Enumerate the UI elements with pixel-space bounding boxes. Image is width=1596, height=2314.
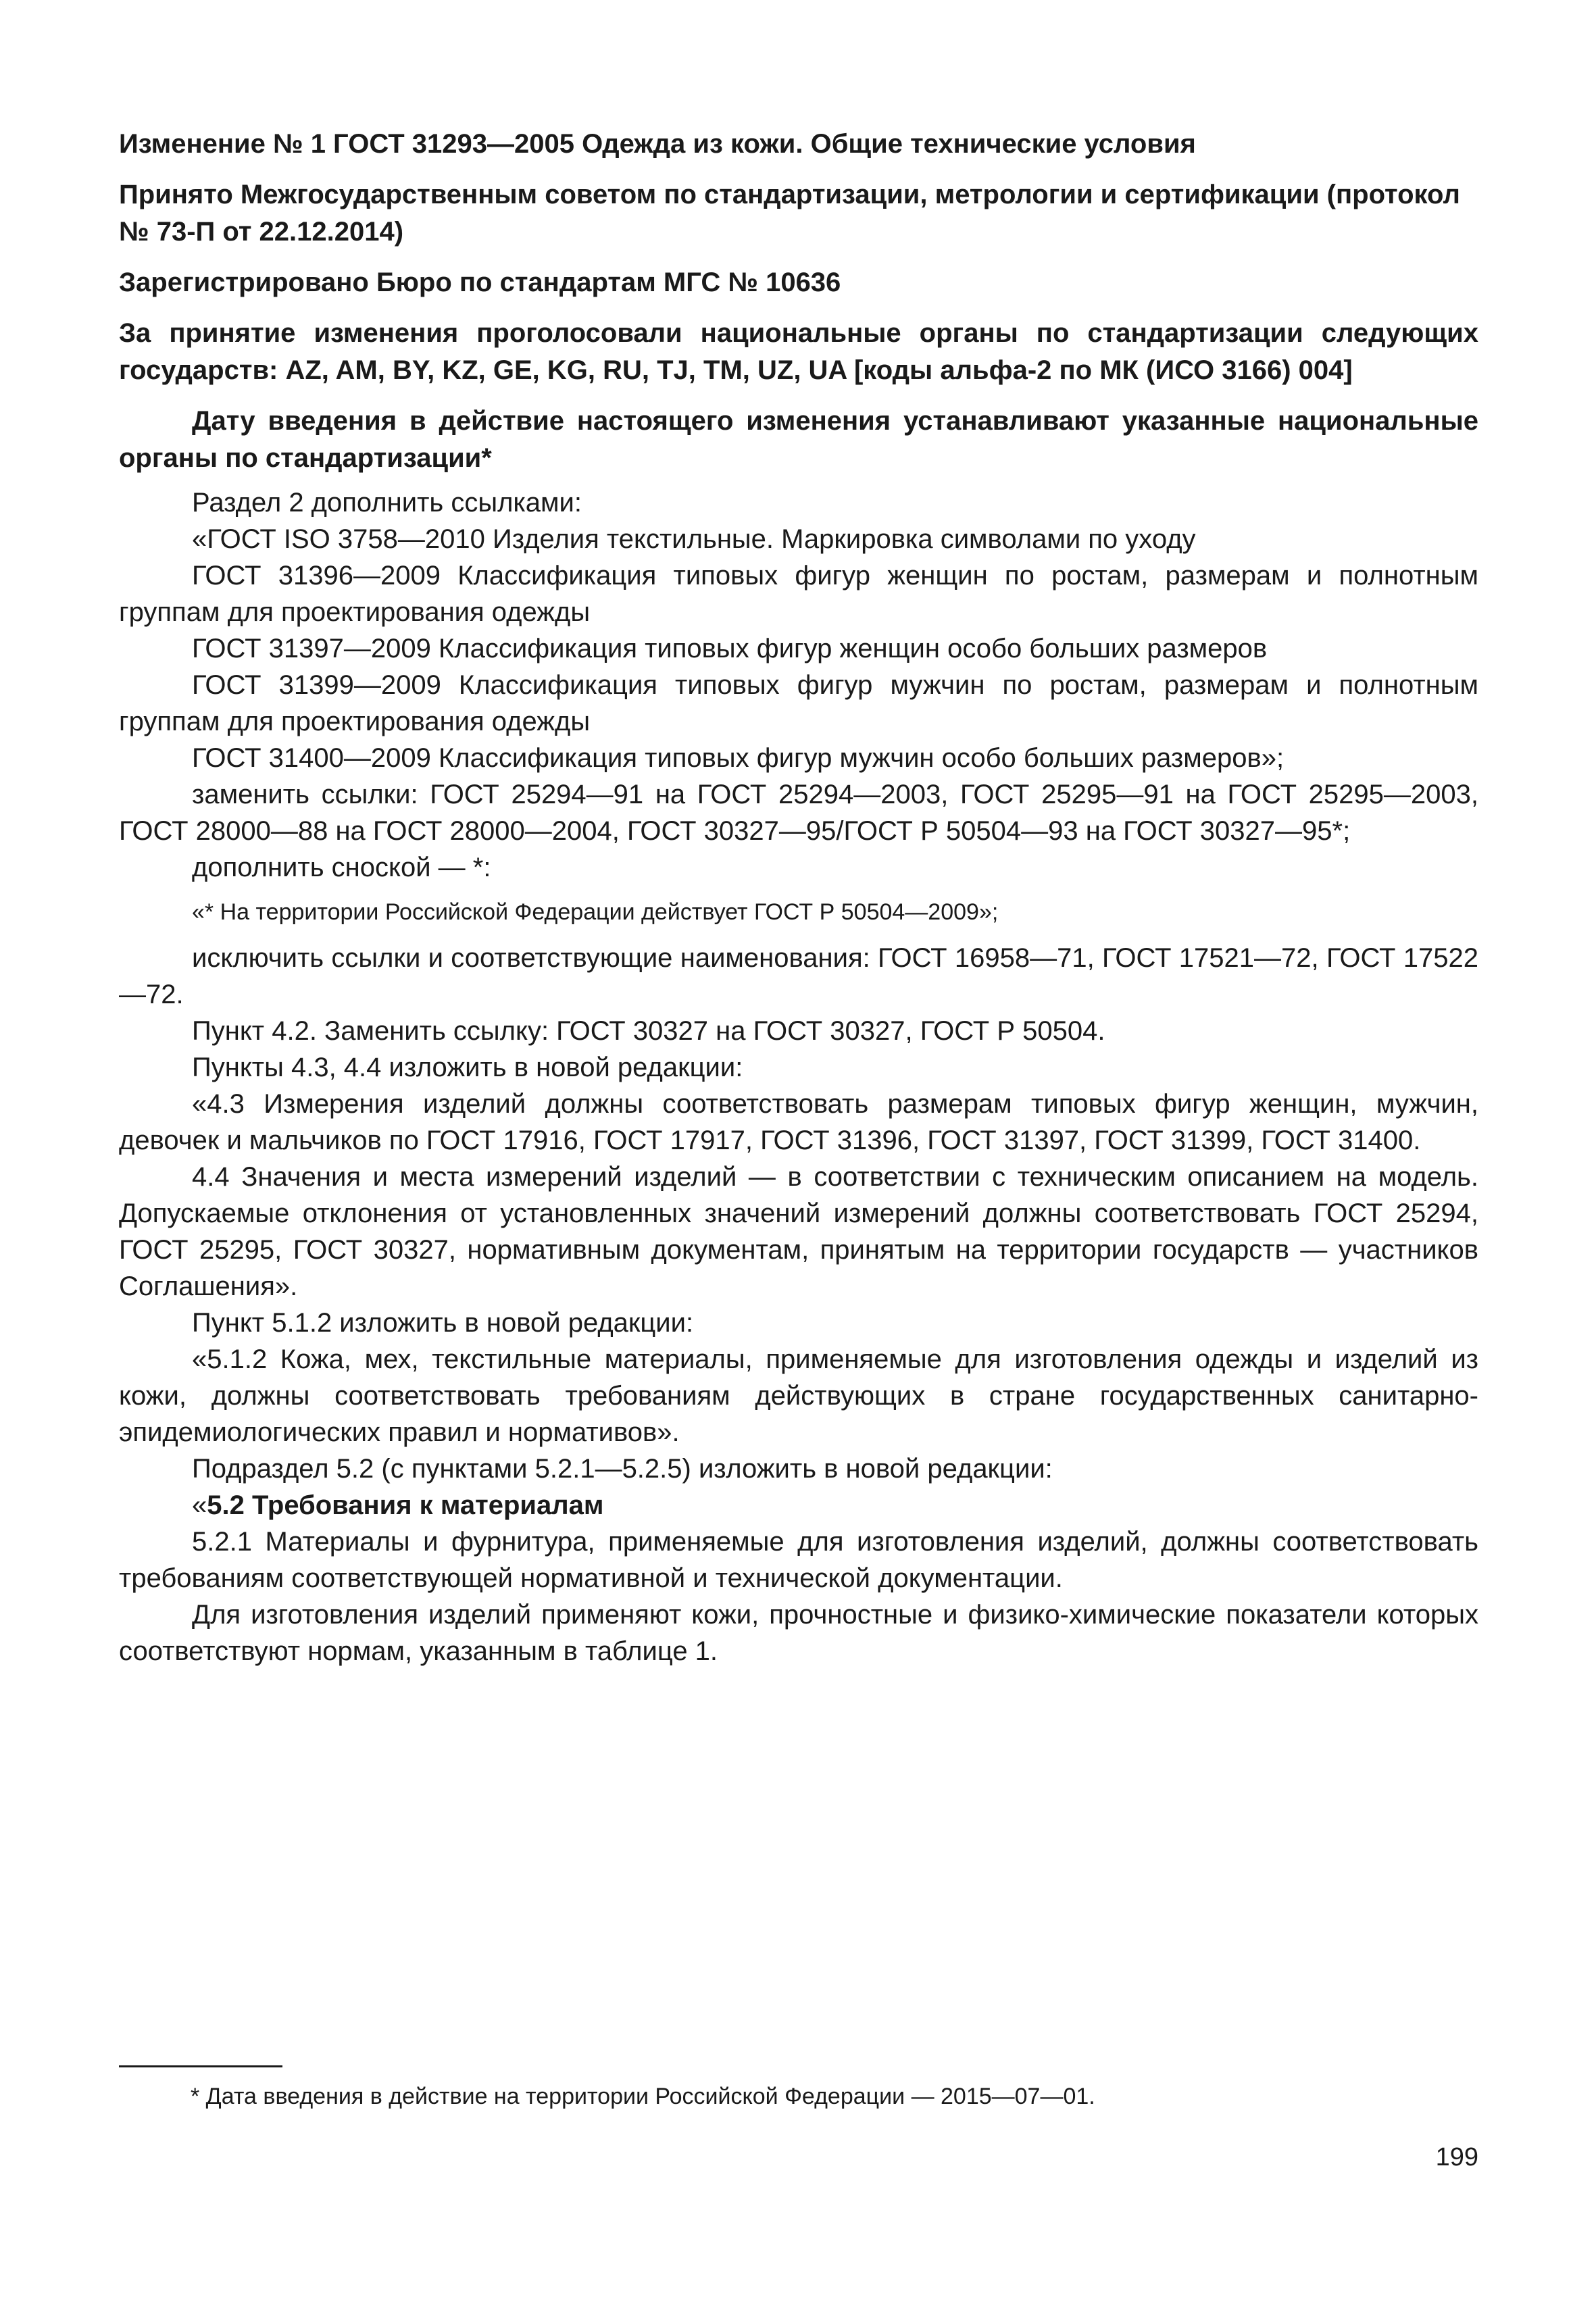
header-block bbox=[119, 126, 1478, 477]
adoption-statement: Принято Межгосударственным советом по стандартизации, метрологии и сертификации (протокол № 73-П от 22.12.2014) bbox=[119, 180, 1460, 247]
paragraph: дополнить сноской — *: bbox=[192, 853, 491, 882]
paragraph: ГОСТ 31399—2009 Классификация типовых фигур мужчин по ростам, размерам и полнотным группам для проектирования одежды bbox=[119, 670, 1478, 736]
paragraph: «5.1.2 Кожа, мех, текстильные материалы, применяемые для изготовления одежды и изделий из кожи, должны соответствовать требованиям действующих в стране государственных санитарно-эпидемиологических правил и нормативов». bbox=[119, 1344, 1478, 1447]
registration-statement: Зарегистрировано Бюро по стандартам МГС № 10636 bbox=[119, 268, 841, 297]
paragraph: «ГОСТ ISO 3758—2010 Изделия текстильные. Маркировка символами по уходу bbox=[192, 524, 1196, 554]
page-number: 199 bbox=[1435, 2143, 1478, 2171]
paragraph: заменить ссылки: ГОСТ 25294—91 на ГОСТ 25294—2003, ГОСТ 25295—91 на ГОСТ 25295—2003, ГОСТ 28000—88 на ГОСТ 28000—2004, ГОСТ 30327—95/ГОСТ Р 50504—93 на ГОСТ 30327—95*; bbox=[119, 780, 1478, 846]
paragraph: «4.3 Измерения изделий должны соответствовать размерам типовых фигур женщин, мужчин, девочек и мальчиков по ГОСТ 17916, ГОСТ 17917, ГОСТ 31396, ГОСТ 31397, ГОСТ 31399, ГОСТ 31400. bbox=[119, 1089, 1478, 1155]
paragraph: 5.2.1 Материалы и фурнитура, применяемые для изготовления изделий, должны соответствовать требованиям соответствующей нормативной и технической документации. bbox=[119, 1527, 1478, 1593]
paragraph: Пункт 4.2. Заменить ссылку: ГОСТ 30327 на ГОСТ 30327, ГОСТ Р 50504. bbox=[192, 1016, 1105, 1046]
quote-mark: « bbox=[192, 1490, 207, 1520]
paragraph: Пункт 5.1.2 изложить в новой редакции: bbox=[192, 1308, 694, 1338]
body-text bbox=[119, 484, 1478, 1669]
effective-date-statement: Дату введения в действие настоящего изменения устанавливают указанные национальные органы по стандартизации* bbox=[119, 406, 1478, 473]
footnote-divider bbox=[119, 2065, 282, 2067]
paragraph: ГОСТ 31400—2009 Классификация типовых фигур мужчин особо больших размеров»; bbox=[192, 743, 1285, 773]
paragraph: Раздел 2 дополнить ссылками: bbox=[192, 488, 582, 518]
voting-statement: За принятие изменения проголосовали национальные органы по стандартизации следующих государств: AZ, AM, BY, KZ, GE, KG, RU, TJ, TM, UZ, UA [коды альфа-2 по МК (ИСО 3166) 004] bbox=[119, 318, 1478, 385]
paragraph: Пункты 4.3, 4.4 изложить в новой редакции: bbox=[192, 1053, 743, 1082]
note-text: «* На территории Российской Федерации действует ГОСТ Р 50504—2009»; bbox=[192, 899, 999, 925]
paragraph: ГОСТ 31397—2009 Классификация типовых фигур женщин особо больших размеров bbox=[192, 634, 1268, 663]
paragraph: ГОСТ 31396—2009 Классификация типовых фигур женщин по ростам, размерам и полнотным группам для проектирования одежды bbox=[119, 561, 1478, 627]
change-title: Изменение № 1 ГОСТ 31293—2005 Одежда из кожи. Общие технические условия bbox=[119, 129, 1196, 159]
paragraph: 4.4 Значения и места измерений изделий — в соответствии с техническим описанием на модель. Допускаемые отклонения от установленных значений измерений должны соответствовать ГОСТ 25294, ГОСТ 25295, ГОСТ 30327, нормативным документам, принятым на территории государств — участников Соглашения». bbox=[119, 1162, 1478, 1301]
subsection-heading bbox=[119, 1487, 1478, 1524]
paragraph: Подраздел 5.2 (с пунктами 5.2.1—5.2.5) изложить в новой редакции: bbox=[192, 1454, 1053, 1484]
paragraph: Для изготовления изделий применяют кожи, прочностные и физико-химические показатели которых соответствуют нормам, указанным в таблице 1. bbox=[119, 1600, 1478, 1666]
paragraph: исключить ссылки и соответствующие наименования: ГОСТ 16958—71, ГОСТ 17521—72, ГОСТ 17522—72. bbox=[119, 943, 1478, 1009]
footnote: * Дата введения в действие на территории Российской Федерации — 2015—07—01. bbox=[191, 2084, 1095, 2109]
subsection-heading-text: 5.2 Требования к материалам bbox=[207, 1490, 604, 1520]
